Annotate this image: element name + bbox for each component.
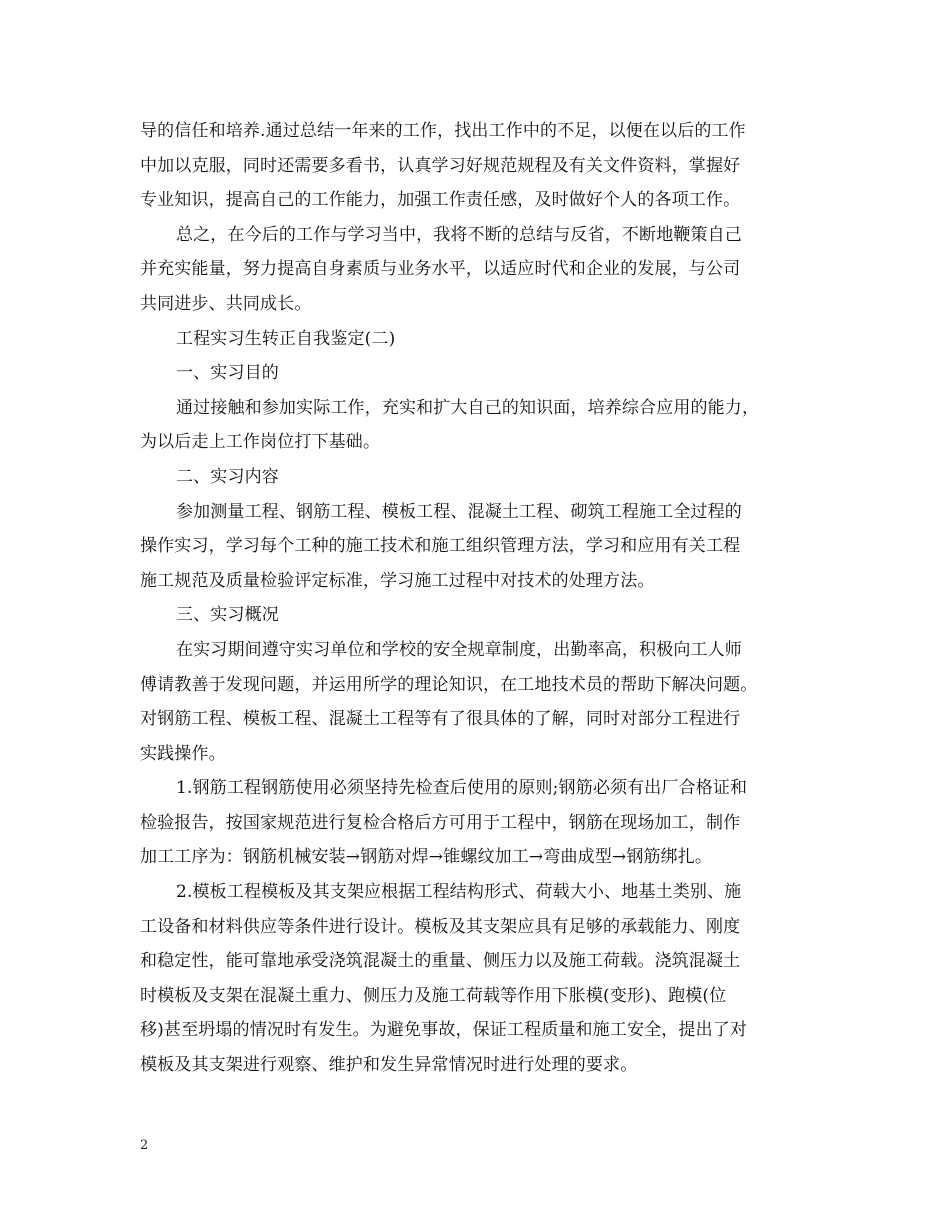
text-line: 共同进步、共同成长。 — [140, 293, 312, 314]
paragraph — [140, 356, 816, 391]
text-line: 实践操作。 — [140, 743, 226, 764]
text-line: 时模板及支架在混凝土重力、侧压力及施工荷载等作用下胀模(变形)、跑模(位 — [140, 985, 727, 1006]
text-line: 二、实习内容 — [176, 466, 279, 487]
paragraph — [140, 598, 816, 633]
paragraph — [140, 875, 816, 1083]
text-line: 三、实习概况 — [176, 605, 279, 626]
paragraph — [140, 460, 816, 495]
page-body — [140, 114, 816, 1083]
paragraph — [140, 771, 816, 875]
text-line: 施工规范及质量检验评定标准，学习施工过程中对技术的处理方法。 — [140, 570, 655, 591]
text-line: 傅请教善于发现问题，并运用所学的理论知识，在工地技术员的帮助下解决问题。 — [140, 674, 758, 695]
paragraph — [140, 633, 816, 771]
text-line: 为以后走上工作岗位打下基础。 — [140, 432, 381, 453]
text-line: 一、实习目的 — [176, 363, 279, 384]
text-line: 1.钢筋工程钢筋使用必须坚持先检查后使用的原则;钢筋必须有出厂合格证和 — [176, 778, 748, 799]
text-line: 通过接触和参加实际工作，充实和扩大自己的知识面，培养综合应用的能力， — [176, 397, 760, 418]
paragraph — [140, 322, 816, 357]
text-line: 专业知识，提高自己的工作能力，加强工作责任感，及时做好个人的各项工作。 — [140, 190, 741, 211]
text-line: 参加测量工程、钢筋工程、模板工程、混凝土工程、砌筑工程施工全过程的 — [176, 501, 742, 522]
text-line: 导的信任和培养.通过总结一年来的工作，找出工作中的不足，以便在以后的工作 — [140, 121, 746, 141]
text-line: 工程实习生转正自我鉴定(二) — [176, 328, 396, 349]
paragraph — [140, 218, 816, 322]
text-line: 模板及其支架进行观察、维护和发生异常情况时进行处理的要求。 — [140, 1055, 638, 1076]
text-line: 在实习期间遵守实习单位和学校的安全规章制度，出勤率高，积极向工人师 — [176, 639, 742, 660]
page-number: 2 — [140, 1138, 149, 1153]
text-line: 检验报告，按国家规范进行复检合格后方可用于工程中，钢筋在现场加工，制作 — [140, 812, 741, 833]
text-line: 中加以克服，同时还需要多看书，认真学习好规范规程及有关文件资料，掌握好 — [140, 155, 741, 176]
text-line: 加工工序为：钢筋机械安装→钢筋对焊→锥螺纹加工→弯曲成型→钢筋绑扎。 — [140, 847, 713, 868]
text-line: 操作实习，学习每个工种的施工技术和施工组织管理方法，学习和应用有关工程 — [140, 536, 741, 557]
text-line: 工设备和材料供应等条件进行设计。模板及其支架应具有足够的承载能力、刚度 — [140, 916, 741, 937]
paragraph — [140, 391, 816, 460]
paragraph — [140, 114, 816, 218]
paragraph — [140, 495, 816, 599]
text-line: 2.模板工程模板及其支架应根据工程结构形式、荷载大小、地基土类别、施 — [176, 882, 742, 903]
text-line: 移)甚至坍塌的情况时有发生。为避免事故，保证工程质量和施工安全，提出了对 — [140, 1020, 748, 1041]
text-line: 并充实能量，努力提高自身素质与业务水平，以适应时代和企业的发展，与公司 — [140, 259, 741, 280]
text-line: 和稳定性，能可靠地承受浇筑混凝土的重量、侧压力以及施工荷载。浇筑混凝土 — [140, 951, 741, 972]
text-line: 总之，在今后的工作与学习当中，我将不断的总结与反省，不断地鞭策自己 — [176, 224, 742, 245]
text-line: 对钢筋工程、模板工程、混凝土工程等有了很具体的了解，同时对部分工程进行 — [140, 709, 741, 730]
